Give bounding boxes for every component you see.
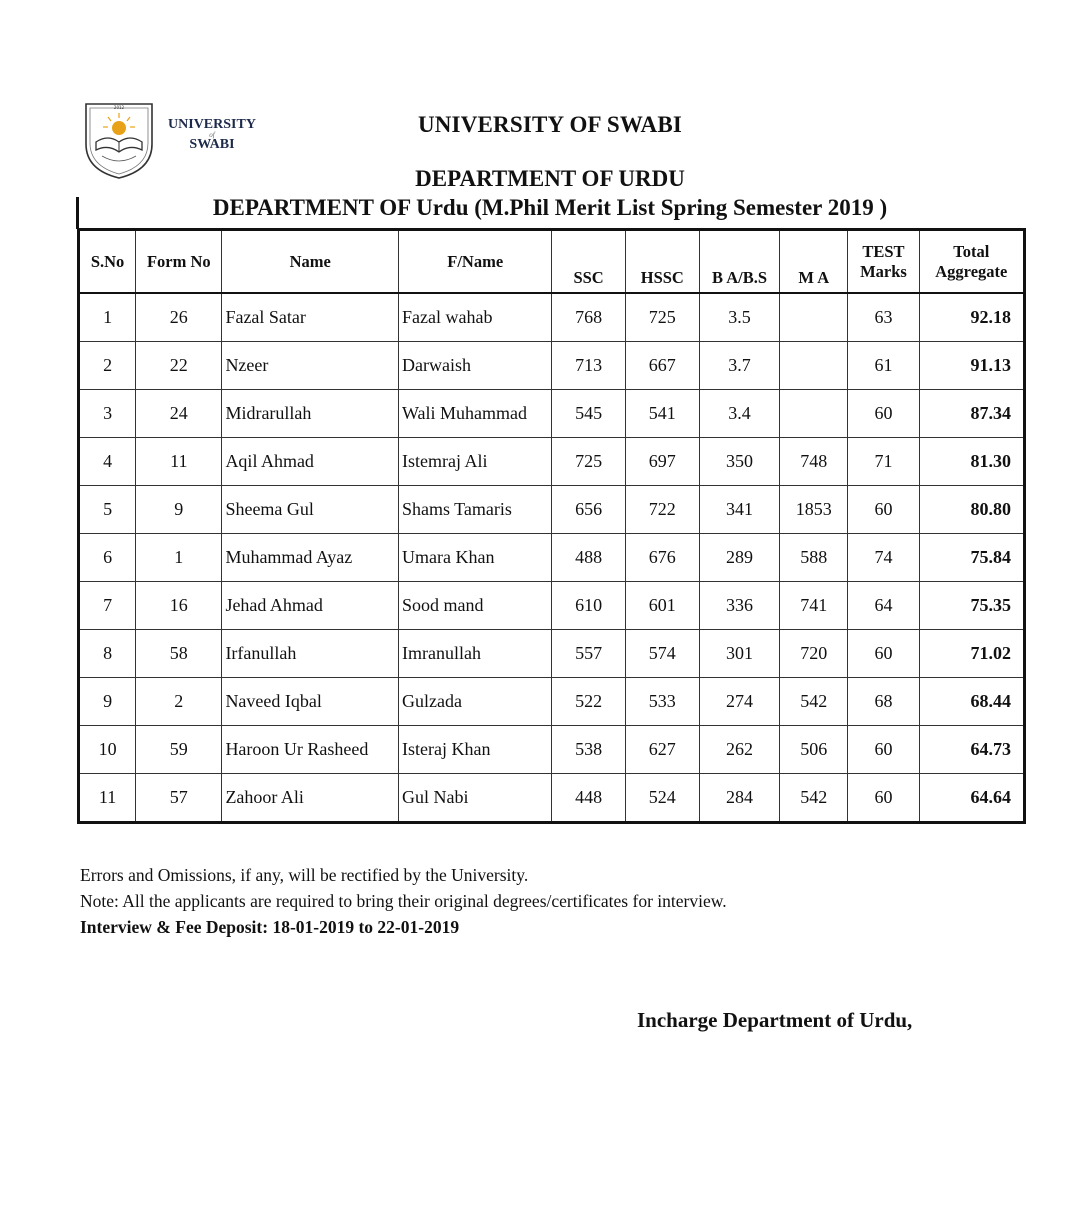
cell-sno: 8	[79, 630, 136, 678]
cell-ba: 262	[699, 726, 779, 774]
cell-name: Fazal Satar	[222, 293, 399, 342]
cell-ma: 741	[780, 582, 848, 630]
cell-aggregate: 68.44	[919, 678, 1024, 726]
table-row	[79, 534, 1025, 582]
col-ssc: SSC	[552, 230, 625, 294]
cell-ma	[780, 342, 848, 390]
cell-test-marks: 60	[848, 726, 919, 774]
cell-sno: 3	[79, 390, 136, 438]
cell-aggregate: 75.84	[919, 534, 1024, 582]
cell-ssc: 522	[552, 678, 625, 726]
cell-fname: Istemraj Ali	[398, 438, 551, 486]
cell-aggregate: 92.18	[919, 293, 1024, 342]
cell-ba: 350	[699, 438, 779, 486]
table-row	[79, 486, 1025, 534]
cell-form-no: 9	[136, 486, 222, 534]
cell-ssc: 610	[552, 582, 625, 630]
cell-form-no: 57	[136, 774, 222, 823]
cell-test-marks: 60	[848, 390, 919, 438]
table-row	[79, 293, 1025, 342]
table-row	[79, 438, 1025, 486]
cell-hssc: 667	[625, 342, 699, 390]
cell-aggregate: 80.80	[919, 486, 1024, 534]
cell-sno: 6	[79, 534, 136, 582]
cell-test-marks: 60	[848, 630, 919, 678]
cell-aggregate: 81.30	[919, 438, 1024, 486]
cell-ba: 3.5	[699, 293, 779, 342]
col-fname: F/Name	[398, 230, 551, 294]
cell-name: Haroon Ur Rasheed	[222, 726, 399, 774]
cell-hssc: 533	[625, 678, 699, 726]
cell-aggregate: 64.73	[919, 726, 1024, 774]
cell-ssc: 488	[552, 534, 625, 582]
cell-ma: 506	[780, 726, 848, 774]
cell-hssc: 524	[625, 774, 699, 823]
cell-hssc: 541	[625, 390, 699, 438]
logo-of: of	[209, 131, 215, 139]
cell-form-no: 24	[136, 390, 222, 438]
table-row	[79, 582, 1025, 630]
cell-ba: 289	[699, 534, 779, 582]
cell-ma: 720	[780, 630, 848, 678]
cell-name: Naveed Iqbal	[222, 678, 399, 726]
col-sno: S.No	[79, 230, 136, 294]
table-row	[79, 678, 1025, 726]
cell-name: Sheema Gul	[222, 486, 399, 534]
notes-section	[80, 862, 727, 940]
cell-fname: Sood mand	[398, 582, 551, 630]
cell-test-marks: 60	[848, 486, 919, 534]
cell-name: Irfanullah	[222, 630, 399, 678]
cell-ba: 301	[699, 630, 779, 678]
col-total-line2: Aggregate	[935, 261, 1008, 281]
col-hssc: HSSC	[625, 230, 699, 294]
cell-ba: 3.4	[699, 390, 779, 438]
merit-table	[77, 228, 1026, 824]
col-test-line1: TEST	[862, 241, 905, 261]
cell-ssc: 656	[552, 486, 625, 534]
cell-ba: 336	[699, 582, 779, 630]
cell-ssc: 538	[552, 726, 625, 774]
cell-sno: 9	[79, 678, 136, 726]
cell-form-no: 16	[136, 582, 222, 630]
col-ba: B A/B.S	[699, 230, 779, 294]
cell-ma: 1853	[780, 486, 848, 534]
cell-name: Muhammad Ayaz	[222, 534, 399, 582]
cell-form-no: 1	[136, 534, 222, 582]
logo-line1: UNIVERSITY	[168, 117, 256, 132]
merit-list-title: DEPARTMENT OF Urdu (M.Phil Merit List Spring Semester 2019 )	[212, 195, 888, 220]
logo-wordmark	[156, 118, 268, 152]
col-ma: M A	[780, 230, 848, 294]
col-total	[919, 230, 1024, 294]
cell-test-marks: 64	[848, 582, 919, 630]
cell-hssc: 697	[625, 438, 699, 486]
cell-ba: 341	[699, 486, 779, 534]
cell-form-no: 2	[136, 678, 222, 726]
cell-test-marks: 63	[848, 293, 919, 342]
cell-aggregate: 64.64	[919, 774, 1024, 823]
cell-ssc: 557	[552, 630, 625, 678]
cell-fname: Darwaish	[398, 342, 551, 390]
cell-fname: Umara Khan	[398, 534, 551, 582]
university-logo	[82, 100, 272, 180]
cell-aggregate: 91.13	[919, 342, 1024, 390]
col-form-no: Form No	[136, 230, 222, 294]
cell-sno: 5	[79, 486, 136, 534]
cell-aggregate: 87.34	[919, 390, 1024, 438]
cell-form-no: 59	[136, 726, 222, 774]
cell-ssc: 448	[552, 774, 625, 823]
cell-hssc: 601	[625, 582, 699, 630]
table-row	[79, 390, 1025, 438]
col-test-line2: Marks	[860, 261, 907, 281]
table-row	[79, 630, 1025, 678]
cell-form-no: 22	[136, 342, 222, 390]
cell-fname: Fazal wahab	[398, 293, 551, 342]
signature-line: Incharge Department of Urdu,	[637, 1008, 913, 1032]
cell-hssc: 722	[625, 486, 699, 534]
col-test	[848, 230, 919, 294]
cell-name: Midrarullah	[222, 390, 399, 438]
cell-sno: 1	[79, 293, 136, 342]
cell-sno: 7	[79, 582, 136, 630]
cell-ma	[780, 293, 848, 342]
table-header-row	[79, 230, 1025, 294]
cell-name: Zahoor Ali	[222, 774, 399, 823]
cell-hssc: 627	[625, 726, 699, 774]
cell-form-no: 26	[136, 293, 222, 342]
table-row	[79, 774, 1025, 823]
cell-aggregate: 75.35	[919, 582, 1024, 630]
cell-fname: Gulzada	[398, 678, 551, 726]
cell-test-marks: 61	[848, 342, 919, 390]
cell-aggregate: 71.02	[919, 630, 1024, 678]
table-row	[79, 342, 1025, 390]
cell-fname: Wali Muhammad	[398, 390, 551, 438]
table-row	[79, 726, 1025, 774]
cell-name: Aqil Ahmad	[222, 438, 399, 486]
logo-line2: SWABI	[189, 137, 235, 152]
cell-hssc: 574	[625, 630, 699, 678]
cell-ma: 588	[780, 534, 848, 582]
col-total-line1: Total	[953, 241, 990, 261]
cell-test-marks: 71	[848, 438, 919, 486]
cell-form-no: 58	[136, 630, 222, 678]
cell-sno: 10	[79, 726, 136, 774]
cell-ma: 542	[780, 774, 848, 823]
svg-text:2012: 2012	[113, 105, 125, 110]
col-name: Name	[222, 230, 399, 294]
cell-name: Jehad Ahmad	[222, 582, 399, 630]
cell-ba: 3.7	[699, 342, 779, 390]
cell-ma	[780, 390, 848, 438]
cell-ssc: 725	[552, 438, 625, 486]
cell-fname: Isteraj Khan	[398, 726, 551, 774]
degrees-note: Note: All the applicants are required to bring their original degrees/certificates for interview.	[80, 891, 727, 911]
cell-hssc: 725	[625, 293, 699, 342]
cell-fname: Shams Tamaris	[398, 486, 551, 534]
cell-ssc: 713	[552, 342, 625, 390]
cell-form-no: 11	[136, 438, 222, 486]
university-seal-icon	[82, 100, 156, 180]
department-heading: DEPARTMENT OF URDU	[415, 166, 685, 191]
cell-fname: Gul Nabi	[398, 774, 551, 823]
cell-ssc: 768	[552, 293, 625, 342]
cell-test-marks: 68	[848, 678, 919, 726]
cell-ba: 274	[699, 678, 779, 726]
cell-name: Nzeer	[222, 342, 399, 390]
cell-test-marks: 74	[848, 534, 919, 582]
errors-note: Errors and Omissions, if any, will be rectified by the University.	[80, 865, 529, 885]
cell-hssc: 676	[625, 534, 699, 582]
interview-dates: Interview & Fee Deposit: 18-01-2019 to 22-01-2019	[80, 917, 460, 937]
cell-fname: Imranullah	[398, 630, 551, 678]
header-left-rule	[76, 197, 79, 229]
cell-ba: 284	[699, 774, 779, 823]
cell-sno: 11	[79, 774, 136, 823]
cell-sno: 4	[79, 438, 136, 486]
university-heading: UNIVERSITY OF SWABI	[417, 112, 683, 137]
cell-test-marks: 60	[848, 774, 919, 823]
cell-ssc: 545	[552, 390, 625, 438]
cell-sno: 2	[79, 342, 136, 390]
cell-ma: 748	[780, 438, 848, 486]
cell-ma: 542	[780, 678, 848, 726]
